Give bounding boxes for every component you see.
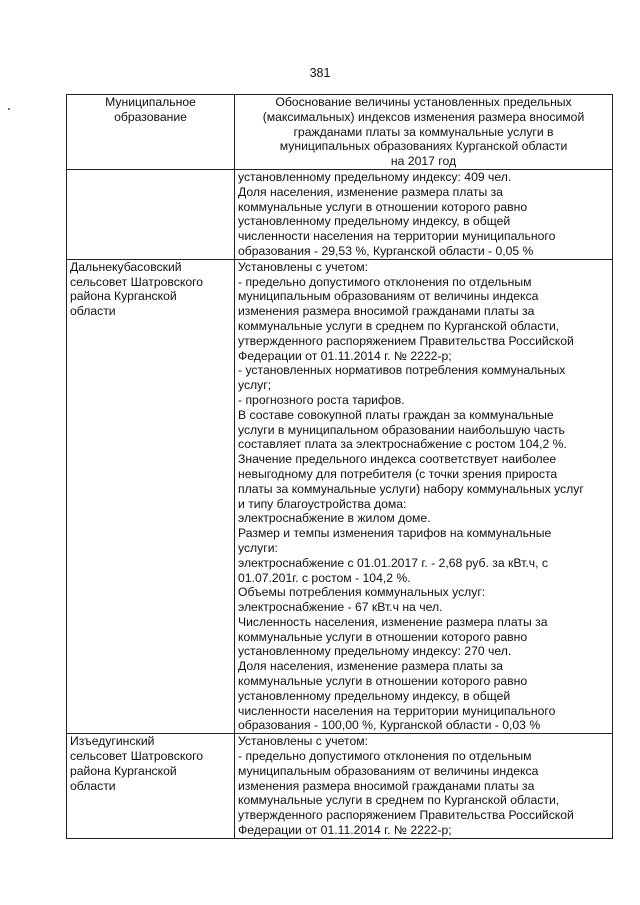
- justification-text-line: Размер и темпы изменения тарифов на коммунальные: [238, 526, 552, 541]
- justification-text-line: - установленных нормативов потребления коммунальных: [238, 363, 566, 378]
- justification-text-line: - прогнозного роста тарифов.: [238, 392, 405, 407]
- justification-text-line: коммунальные услуги в отношении которого равно: [238, 199, 528, 214]
- justification-text-line: численности населения на территории муниципального: [238, 229, 556, 244]
- table-row: [67, 734, 613, 839]
- justification-text-line: электроснабжение в жилом доме.: [238, 511, 431, 526]
- justification-text-line: электроснабжение - 67 кВт.ч на чел.: [238, 600, 443, 615]
- justification-text-line: муниципальным образованиям от величины индекса: [238, 763, 539, 778]
- table-header-row: [67, 95, 613, 170]
- header-line: Муниципальное: [105, 95, 196, 109]
- municipality-name-line: района Курганской: [70, 763, 177, 778]
- header-line: муниципальных образованиях Курганской области: [279, 139, 568, 154]
- justification-text-line: услуг;: [238, 378, 272, 393]
- header-line: (максимальных) индексов изменения размера вносимой: [262, 109, 585, 124]
- justification-text-line: утвержденного распоряжением Правительства Российской: [238, 333, 574, 348]
- justification-text-line: Доля населения, изменение размера платы за: [238, 659, 503, 674]
- justification-text-line: и типу благоустройства дома:: [238, 496, 407, 511]
- municipality-name-cell: [67, 259, 235, 734]
- justification-text-line: составляет плата за электроснабжение с ростом 104,2 %.: [238, 437, 567, 452]
- justification-text-line: утвержденного распоряжением Правительства Российской: [238, 808, 574, 823]
- justification-text-line: услуги в муниципальном образовании наибольшую часть: [238, 422, 565, 437]
- municipality-name-line: области: [70, 778, 116, 793]
- justification-text-line: коммунальные услуги в среднем по Курганской области,: [238, 793, 560, 808]
- justification-text-line: платы за коммунальные услуги) набору коммунальных услуг: [238, 481, 584, 496]
- page-number: 381: [309, 66, 331, 80]
- justification-text-line: численности населения на территории муниципального: [238, 703, 556, 718]
- municipality-name-cell: [67, 169, 235, 259]
- justification-text-line: - предельно допустимого отклонения по отдельным: [238, 749, 532, 764]
- justification-text-line: Федерации от 01.11.2014 г. № 2222-р;: [238, 823, 452, 838]
- justification-text-line: Значение предельного индекса соответствует наиболее: [238, 452, 557, 467]
- header-line: Обоснование величины установленных предельных: [275, 95, 572, 109]
- justification-text-line: услуги:: [238, 540, 278, 555]
- justification-text-cell: [235, 169, 613, 259]
- justification-text-line: установленному предельному индексу: 409 чел.: [238, 169, 512, 184]
- table-row: [67, 169, 613, 259]
- header-justification: [235, 95, 613, 170]
- municipality-name-line: Дальнекубасовский: [70, 259, 182, 274]
- justification-text-line: изменения размера вносимой гражданами платы за: [238, 778, 535, 793]
- justification-text-line: В составе совокупной платы граждан за коммунальные: [238, 407, 554, 422]
- justification-text-line: изменения размера вносимой гражданами платы за: [238, 304, 535, 319]
- municipality-name-line: области: [70, 304, 116, 319]
- justification-text-line: Федерации от 01.11.2014 г. № 2222-р;: [238, 348, 452, 363]
- justification-text-line: Установлены с учетом:: [238, 734, 368, 749]
- justification-text-cell: [235, 734, 613, 839]
- justification-text-line: Численность населения, изменение размера платы за: [238, 614, 548, 629]
- header-municipality: [67, 95, 235, 170]
- justification-text-line: образования - 29,53 %, Курганской области - 0,05 %: [238, 243, 534, 258]
- municipality-name-line: сельсовет Шатровского: [70, 749, 204, 764]
- municipality-name-line: сельсовет Шатровского: [70, 274, 204, 289]
- justification-text-line: коммунальные услуги в отношении которого равно: [238, 674, 528, 689]
- justification-text-line: коммунальные услуги в отношении которого равно: [238, 629, 528, 644]
- justification-text-cell: [235, 259, 613, 734]
- justification-text-line: Установлены с учетом:: [238, 259, 368, 274]
- justification-text-line: невыгодному для потребителя (с точки зрения прироста: [238, 466, 558, 481]
- justification-text-line: - предельно допустимого отклонения по отдельным: [238, 274, 532, 289]
- justification-text-line: установленному предельному индексу, в общей: [238, 688, 511, 703]
- table-row: [67, 259, 613, 734]
- header-line: на 2017 год: [390, 154, 457, 169]
- municipality-name-line: Изъедугинский: [70, 734, 155, 749]
- scan-speck: [8, 108, 10, 110]
- justification-text-line: Доля населения, изменение размера платы за: [238, 184, 503, 199]
- municipality-name-line: района Курганской: [70, 289, 177, 304]
- header-line: образование: [114, 109, 187, 124]
- justification-text-line: установленному предельному индексу, в общей: [238, 214, 511, 229]
- justification-text-line: 01.07.201г. с ростом - 104,2 %.: [238, 570, 411, 585]
- justification-text-line: Объемы потребления коммунальных услуг:: [238, 585, 486, 600]
- tariff-index-table: [66, 94, 613, 839]
- justification-text-line: коммунальные услуги в среднем по Курганской области,: [238, 318, 560, 333]
- municipality-name-cell: [67, 734, 235, 839]
- justification-text-line: установленному предельному индексу: 270 чел.: [238, 644, 512, 659]
- justification-text-line: электроснабжение с 01.01.2017 г. - 2,68 руб. за кВт.ч, с: [238, 555, 548, 570]
- justification-text-line: образования - 100,00 %, Курганской области - 0,03 %: [238, 718, 541, 733]
- table-body: [67, 169, 613, 838]
- header-line: гражданами платы за коммунальные услуги в: [293, 124, 554, 139]
- justification-text-line: муниципальным образованиям от величины индекса: [238, 289, 539, 304]
